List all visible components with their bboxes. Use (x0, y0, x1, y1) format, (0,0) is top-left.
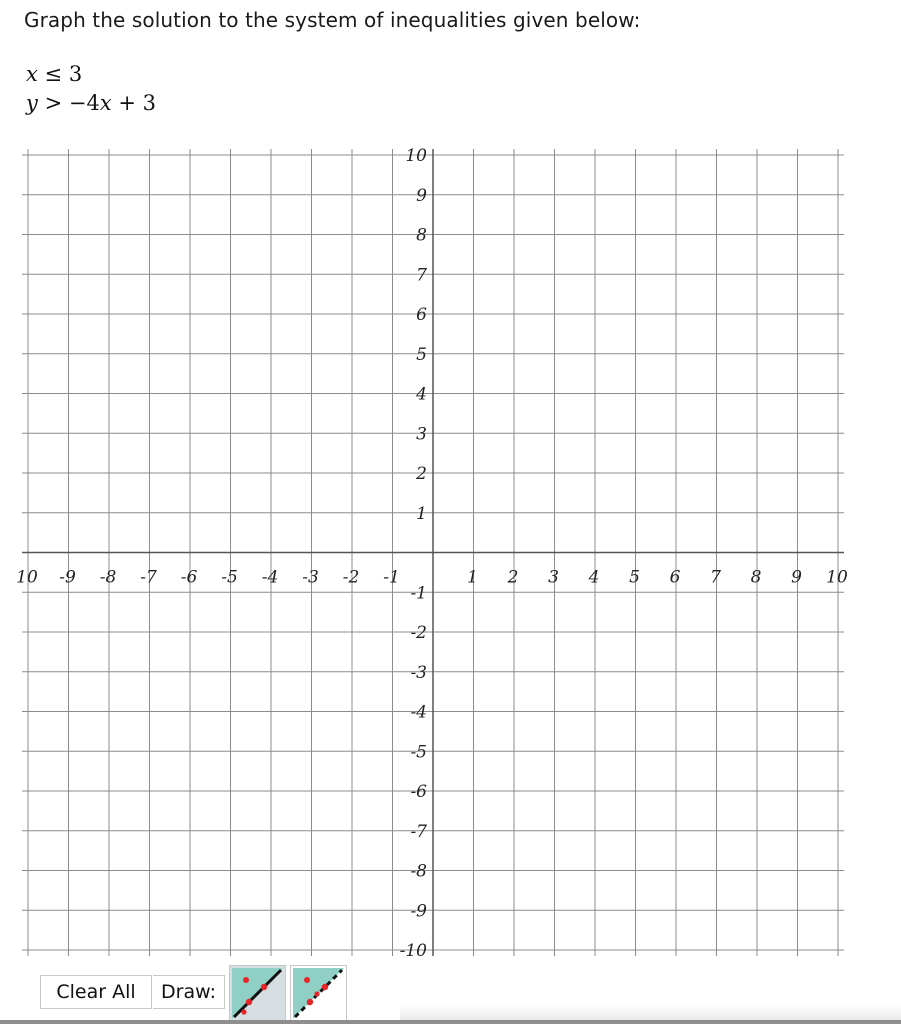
x-tick-label: -5 (221, 567, 238, 588)
x-tick-label: 4 (588, 567, 600, 588)
x-tick-label: -6 (180, 567, 198, 588)
x-tick-label: 3 (548, 567, 559, 588)
ineq1-var: x (26, 62, 38, 86)
ineq2-op: > (44, 91, 63, 115)
x-tick-label: 10 (826, 567, 848, 588)
y-tick-label: -1 (410, 583, 427, 604)
x-tick-label: 10 (16, 567, 38, 588)
prompt-text: Graph the solution to the system of inequalities given below: (24, 8, 641, 32)
ineq2-var: y (26, 91, 38, 115)
y-tick-label: -4 (410, 702, 427, 723)
y-tick-label: 10 (405, 146, 427, 166)
solid-line-icon (230, 966, 285, 1021)
solid-line-tool-button[interactable] (229, 965, 286, 1022)
y-tick-label: -3 (410, 662, 427, 683)
y-tick-label: 9 (416, 185, 427, 206)
draw-label: Draw: (153, 975, 225, 1009)
x-tick-label: -7 (140, 567, 157, 588)
x-tick-label: 8 (750, 567, 762, 588)
y-tick-label: -6 (410, 782, 427, 802)
dashed-line-tool-button[interactable] (290, 965, 347, 1022)
bottom-fade (400, 1005, 901, 1020)
y-tick-label: 6 (416, 305, 427, 325)
x-tick-label: -8 (99, 567, 117, 588)
x-tick-label: 1 (467, 567, 478, 588)
y-tick-label: 7 (416, 265, 427, 286)
ineq2-rhs-const: + 3 (111, 91, 156, 115)
y-tick-label: -9 (410, 901, 427, 922)
ineq1-rhs: 3 (68, 62, 83, 86)
y-tick-label: 1 (416, 503, 427, 524)
x-tick-label: 7 (710, 567, 721, 588)
bottom-bar (0, 1020, 901, 1024)
x-tick-label: 9 (791, 567, 802, 588)
x-tick-label: 6 (669, 567, 681, 588)
x-tick-label: 5 (629, 567, 640, 588)
ineq2-rhs-coef: −4 (68, 91, 100, 115)
x-tick-label: -4 (261, 567, 279, 588)
y-tick-label: -10 (399, 941, 427, 961)
x-tick-label: 2 (507, 567, 519, 588)
y-tick-label: -5 (410, 742, 427, 763)
y-tick-label: 3 (416, 424, 427, 445)
x-tick-label: -1 (383, 567, 400, 588)
x-tick-label: -3 (302, 567, 319, 588)
dashed-line-icon (291, 966, 346, 1021)
y-tick-label: 2 (416, 464, 427, 484)
ineq1-op: ≤ (44, 62, 63, 86)
y-tick-label: -8 (410, 861, 427, 882)
x-tick-label: -2 (342, 567, 360, 588)
tick-labels (16, 146, 848, 961)
y-tick-label: -2 (410, 623, 427, 643)
y-tick-label: 8 (416, 225, 427, 246)
x-tick-label: -9 (59, 567, 76, 588)
clear-all-button[interactable]: Clear All (40, 975, 152, 1009)
axes (22, 149, 844, 956)
y-tick-label: 5 (416, 344, 427, 365)
y-tick-label: 4 (416, 384, 427, 405)
y-tick-label: -7 (410, 821, 427, 842)
ineq2-rhs-var: x (99, 91, 112, 115)
